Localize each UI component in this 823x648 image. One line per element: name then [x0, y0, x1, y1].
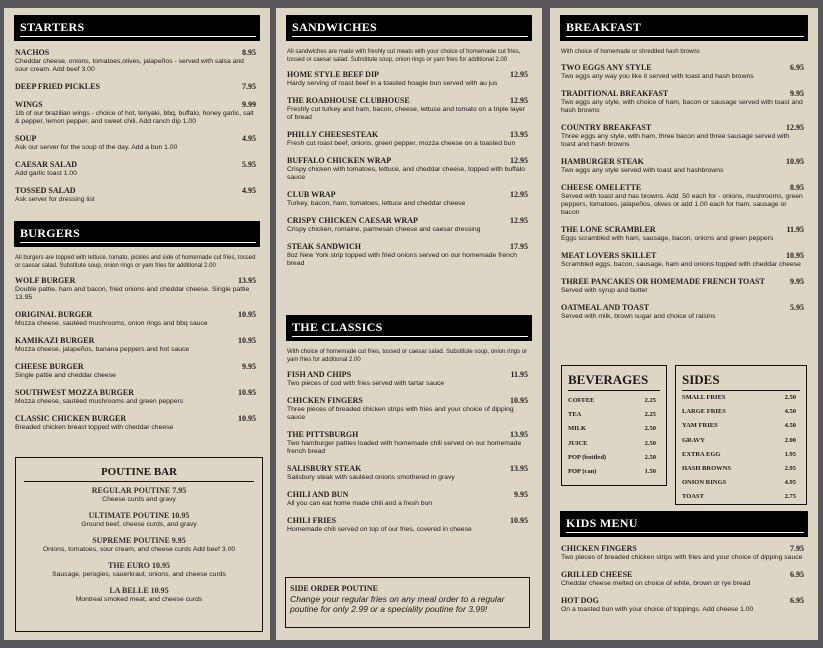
- menu-item-price: 12.95: [510, 190, 528, 199]
- menu-item-name: HOME STYLE BEEF DIP: [287, 70, 379, 79]
- beverages-item-name: COFFEE: [568, 397, 595, 404]
- menu-item-name: GRILLED CHEESE: [561, 570, 633, 579]
- sides-item-name: TOAST: [682, 493, 704, 501]
- beverages-title: BEVERAGES: [568, 372, 660, 391]
- menu-item: [15, 134, 260, 152]
- menu-item-price: 13.95: [510, 130, 528, 139]
- menu-item-name: THE LONE SCRAMBLER: [561, 224, 656, 234]
- menu-item-name: BUFFALO CHICKEN WRAP: [287, 156, 392, 165]
- menu-item-header: [15, 388, 260, 398]
- menu-item-header: [287, 430, 532, 440]
- beverages-row: [568, 465, 656, 479]
- menu-item-description: Three pieces of breaded chicken strips with fries and your choice of dipping sauce: [287, 406, 514, 421]
- sides-item-name: GRAVY: [682, 436, 705, 444]
- sides-row: [682, 490, 796, 504]
- menu-item-description: Ask our server for the soup of the day. Add a bun 1.00: [15, 144, 178, 151]
- menu-item-price: 6.95: [790, 596, 804, 605]
- menu-item: [287, 490, 532, 508]
- menu-item-header: [561, 277, 808, 287]
- menu-item-name: WINGS: [15, 100, 43, 109]
- menu-item-price: 12.95: [510, 216, 528, 225]
- menu-item: [287, 464, 532, 482]
- menu-item-header: [287, 216, 532, 226]
- menu-item-price: 9.95: [514, 490, 528, 499]
- menu-item-name: WOLF BURGER: [15, 276, 76, 285]
- menu-item-price: 6.95: [790, 570, 804, 579]
- beverages-item-name: MILK: [568, 425, 587, 433]
- menu-item-name: CRISPY CHICKEN CAESAR WRAP: [287, 216, 418, 225]
- sides-item-name: LARGE FRIES: [682, 408, 726, 416]
- menu-item-name: TWO EGGS ANY STYLE: [561, 62, 652, 72]
- poutine-item-description: Sausage, perogies, sauerkraut, onions, and cheese curds: [52, 571, 226, 578]
- sides-item-price: 2.95: [784, 464, 796, 472]
- menu-item: [15, 160, 260, 178]
- menu-item-header: [561, 570, 808, 580]
- menu-item: [287, 96, 532, 122]
- menu-item-name: KAMIKAZI BURGER: [15, 336, 95, 345]
- sides-title: SIDES: [682, 372, 800, 391]
- beverages-item-price: 2.25: [644, 397, 656, 404]
- menu-item-header: [561, 225, 808, 235]
- menu-item-price: 10.95: [238, 388, 256, 397]
- menu-item-header: [287, 156, 532, 166]
- menu-item-description: Breaded chicken breast topped with cheddar cheese: [15, 424, 174, 431]
- menu-item: [561, 157, 808, 175]
- menu-item: [15, 186, 260, 204]
- menu-item: [561, 63, 808, 81]
- menu-item-name: CHICKEN FINGERS: [561, 544, 637, 553]
- menu-item-description: Two eggs any style, with choice of ham, bacon or sausage served with toast and hash browns: [561, 98, 803, 114]
- menu-item: [561, 570, 808, 588]
- menu-item-name: SOUP: [15, 134, 37, 143]
- menu-item-price: 10.95: [238, 310, 256, 319]
- menu-item-description: Mozza cheese, sautéed mushrooms, onion rings and bbq sauce: [15, 320, 208, 327]
- menu-item-description: Mozza cheese, sautéed mushrooms and green peppers: [15, 398, 184, 405]
- sides-item-price: 4.50: [784, 408, 796, 416]
- menu-item-price: 4.95: [242, 186, 256, 195]
- classics-header: THE CLASSICS: [286, 315, 532, 341]
- menu-item: [15, 388, 260, 406]
- menu-item-description: Ask server for dressing list: [15, 196, 95, 203]
- menu-item-price: 11.95: [786, 224, 804, 234]
- menu-item-price: 9.95: [790, 88, 804, 98]
- menu-item-name: CHILI AND BUN: [287, 490, 349, 499]
- menu-item-description: 1lb of our brazilian wings - choice of hot, teriyaki, bbq, buffalo, honey garlic, salt & pepper, lemon pepper, and sweet chili. Add ranch dip 1.00: [15, 110, 254, 125]
- menu-item-header: [287, 370, 532, 380]
- menu-item-description: Cheddar cheese, onions, tomatoes,olives, jalapeños - served with salsa and sour cream. Add beef 3.00: [15, 58, 244, 73]
- menu-item-header: [15, 100, 260, 110]
- menu-item: [287, 216, 532, 234]
- menu-item-price: 9.95: [242, 362, 256, 371]
- menu-item-price: 9.95: [790, 276, 804, 286]
- menu-item-header: [561, 157, 808, 167]
- poutine-item-description: Cheese curds and gravy: [102, 496, 176, 503]
- poutine-item-description: Ground beef, cheese curds, and gravy: [81, 521, 197, 528]
- sides-row: [682, 448, 796, 462]
- beverages-row: [568, 437, 656, 451]
- menu-item: [287, 70, 532, 88]
- menu-item-description: Two eggs any way you like it served with toast and hash browns: [561, 72, 754, 80]
- menu-item-header: [287, 396, 532, 406]
- poutine-bar-title: POUTINE BAR: [24, 466, 254, 482]
- poutine-item: [16, 586, 262, 604]
- menu-item-header: [15, 414, 260, 424]
- sides-item-price: 2.75: [784, 493, 796, 501]
- beverages-row: [568, 422, 656, 436]
- menu-item-header: [15, 276, 260, 286]
- sides-item-price: 2.50: [784, 394, 796, 401]
- menu-item-name: THE ROADHOUSE CLUBHOUSE: [287, 96, 410, 105]
- menu-item-name: HAMBURGER STEAK: [561, 156, 644, 166]
- menu-panel-left: [4, 8, 270, 640]
- menu-item-header: [287, 516, 532, 526]
- beverages-item-price: 2.50: [644, 425, 656, 433]
- menu-item-header: [561, 596, 808, 606]
- menu-item-description: Double pattie, ham and bacon, fried onions and cheddar cheese. Single pattie 13.95: [15, 286, 250, 301]
- sides-item-name: HASH BROWNS: [682, 464, 731, 472]
- breakfast-header: BREAKFAST: [560, 15, 808, 41]
- menu-item-name: THREE PANCAKES OR HOMEMADE FRENCH TOAST: [561, 276, 765, 286]
- side-order-poutine-box: [285, 577, 530, 628]
- menu-item: [15, 276, 260, 302]
- menu-item-price: 10.95: [238, 336, 256, 345]
- menu-panel-middle: [276, 8, 542, 640]
- beverages-box: [561, 365, 667, 486]
- menu-item-description: Crispy chicken, romaine, parmesan cheese and caesar dressing: [287, 226, 481, 233]
- poutine-item-name: REGULAR POUTINE 7.95: [91, 486, 187, 495]
- sides-item-name: ONION RINGS: [682, 479, 727, 487]
- menu-item-description: Single pattie and cheddar cheese: [15, 372, 116, 379]
- menu-item: [561, 277, 808, 295]
- menu-item: [561, 596, 808, 614]
- menu-item: [561, 251, 808, 269]
- menu-item-description: Homemade chili served on top of our fries, covered in cheese: [287, 526, 472, 533]
- menu-item-header: [561, 63, 808, 73]
- menu-item-price: 10.95: [510, 396, 528, 405]
- menu-item-description: Served with toast and has browns. Add .50 each for - onions, mushrooms, green peppers, tomatoes, jalapeños, olives or add 1.00 each for ham, sausage or bacon: [561, 192, 803, 216]
- menu-item-header: [15, 186, 260, 196]
- poutine-item-name: THE EURO 10.95: [107, 561, 170, 570]
- menu-item: [15, 310, 260, 328]
- sandwiches-note: All sandwiches are made with freshly cut meats with your choice of homemade cut fries, tossed or caesar salad. Substitute soup, onion rings or yam fries for additional 2.00: [287, 49, 521, 63]
- menu-item-name: CHICKEN FINGERS: [287, 396, 363, 405]
- menu-item: [15, 100, 260, 126]
- poutine-bar-box: [15, 457, 263, 632]
- menu-item-header: [561, 251, 808, 261]
- menu-item-price: 11.95: [510, 370, 528, 379]
- menu-item-header: [15, 362, 260, 372]
- menu-item-header: [15, 82, 260, 92]
- menu-item-price: 5.95: [790, 302, 804, 312]
- menu-item-price: 8.95: [790, 182, 804, 192]
- menu-item-name: SOUTHWEST MOZZA BURGER: [15, 388, 134, 397]
- poutine-item: [16, 511, 262, 529]
- menu-item-name: STEAK SANDWICH: [287, 242, 362, 251]
- menu-item-name: COUNTRY BREAKFAST: [561, 122, 652, 132]
- poutine-item-name: SUPREME POUTINE 9.95: [92, 536, 186, 545]
- kids-menu-section: [560, 511, 808, 622]
- poutine-item: [16, 561, 262, 579]
- menu-item-price: 13.95: [510, 430, 528, 439]
- breakfast-note: With choice of homemade or shredded hash browns: [561, 49, 700, 55]
- menu-item-header: [287, 130, 532, 140]
- sides-item-price: 2.00: [784, 436, 796, 444]
- menu-item-name: CLUB WRAP: [287, 190, 336, 199]
- menu-item-description: Three eggs any style, with ham, three bacon and three sausage served with toast and hash browns: [561, 132, 790, 148]
- menu-item-price: 5.95: [242, 160, 256, 169]
- menu-item-header: [561, 544, 808, 554]
- menu-item-price: 8.95: [242, 48, 256, 57]
- sides-row: [682, 476, 796, 490]
- menu-item: [287, 370, 532, 388]
- sides-item-name: EXTRA EGG: [682, 450, 721, 458]
- beverages-item-name: POP (can): [568, 467, 597, 475]
- menu-item: [287, 156, 532, 182]
- classics-note: With choice of homemade cut fries, tossed or caesar salad. Substitute soup, onion rings or yam fries for additional 2.00: [287, 349, 528, 363]
- burgers-header: BURGERS: [14, 221, 260, 247]
- menu-item-name: CHILI FRIES: [287, 516, 337, 525]
- side-order-poutine-title: SIDE ORDER POUTINE: [290, 584, 379, 593]
- poutine-item: [16, 486, 262, 504]
- menu-item-header: [287, 70, 532, 80]
- menu-item-price: 7.95: [790, 544, 804, 553]
- menu-item-name: CLASSIC CHICKEN BURGER: [15, 414, 127, 423]
- menu-item-name: CHEESE BURGER: [15, 362, 84, 371]
- poutine-item-description: Montreal smoked meat, and cheese curds: [75, 596, 203, 603]
- menu-item: [561, 303, 808, 321]
- menu-item: [287, 190, 532, 208]
- menu-item: [15, 336, 260, 354]
- menu-item-price: 12.95: [510, 70, 528, 79]
- menu-item-price: 10.95: [786, 156, 804, 166]
- menu-item-price: 4.95: [242, 134, 256, 143]
- menu-item-description: Crispy chicken with tomatoes, lettuce, and cheddar cheese, topped with buffalo sauce: [287, 166, 525, 181]
- menu-item-name: THE PITTSBURGH: [287, 430, 359, 439]
- beverages-row: [568, 394, 656, 408]
- menu-item-description: All you can eat home made chili and a fresh bun: [287, 500, 433, 507]
- sides-row: [682, 391, 796, 405]
- menu-item: [561, 89, 808, 115]
- poutine-item: [16, 536, 262, 554]
- menu-item-name: NACHOS: [15, 48, 50, 57]
- sides-item-price: 1.95: [784, 450, 796, 458]
- starters-header: STARTERS: [14, 15, 260, 41]
- menu-item-description: Served with milk, brown sugar and choice of raisins: [561, 312, 716, 320]
- menu-item-price: 12.95: [510, 96, 528, 105]
- menu-item-header: [15, 160, 260, 170]
- sandwiches-header: SANDWICHES: [286, 15, 532, 41]
- side-order-poutine-text: Change your regular fries on any meal order to a regular poutine for only 2.99 or a speciality poutine for 3.99!: [290, 594, 505, 614]
- menu-item-price: 17.95: [510, 242, 528, 251]
- menu-item-price: 9.99: [242, 100, 256, 109]
- menu-item-header: [15, 134, 260, 144]
- menu-item-name: TRADITIONAL BREAKFAST: [561, 88, 669, 98]
- menu-item: [561, 544, 808, 562]
- sides-item-price: 4.50: [784, 422, 796, 430]
- sides-box: [675, 365, 807, 505]
- kids-header: KIDS MENU: [560, 511, 808, 537]
- menu-item-name: MEAT LOVERS SKILLET: [561, 250, 657, 260]
- menu-panel-right: [550, 8, 818, 640]
- beverages-item-name: POP (bottled): [568, 453, 607, 461]
- menu-item-description: Cheddar cheese melted on choice of white, brown or rye bread: [561, 580, 751, 587]
- menu-item-header: [287, 464, 532, 474]
- menu-item-name: SALISBURY STEAK: [287, 464, 362, 473]
- menu-item-price: 7.95: [242, 82, 256, 91]
- menu-item-price: 10.95: [786, 250, 804, 260]
- menu-item: [15, 48, 260, 74]
- menu-item-name: ORIGINAL BURGER: [15, 310, 93, 319]
- sides-row: [682, 419, 796, 433]
- poutine-item-name: ULTIMATE POUTINE 10.95: [88, 511, 190, 520]
- menu-item-description: Served with syrup and butter: [561, 286, 648, 294]
- menu-item-header: [561, 303, 808, 313]
- menu-item-price: 12.95: [510, 156, 528, 165]
- menu-item-description: Mozza cheese, jalapeños, banana peppers and hot sauce: [15, 346, 190, 353]
- menu-item-price: 6.95: [790, 62, 804, 72]
- menu-item-name: DEEP FRIED PICKLES: [15, 82, 100, 91]
- sides-row: [682, 405, 796, 419]
- burgers-section: [14, 221, 260, 440]
- menu-item-name: CAESAR SALAD: [15, 160, 78, 169]
- menu-item-name: TOSSED SALAD: [15, 186, 76, 195]
- menu-item-description: 8oz New York strip topped with fried onions served on our homemade french bread: [287, 252, 518, 267]
- menu-item-price: 13.95: [510, 464, 528, 473]
- beverages-item-price: 1.50: [644, 467, 656, 475]
- menu-item-header: [15, 48, 260, 58]
- beverages-row: [568, 451, 656, 465]
- menu-item-name: CHEESE OMELETTE: [561, 182, 642, 192]
- menu-item-description: Turkey, bacon, ham, tomatoes, lettuce and cheddar cheese: [287, 200, 466, 207]
- menu-item-header: [561, 123, 808, 133]
- menu-item-name: HOT DOG: [561, 596, 599, 605]
- menu-item-description: Scrambled eggs, bacon, sausage, ham and onions topped with cheddar cheese: [561, 260, 801, 268]
- menu-item-price: 10.95: [510, 516, 528, 525]
- sides-row: [682, 434, 796, 448]
- beverages-item-name: JUICE: [568, 439, 588, 447]
- menu-item-header: [15, 336, 260, 346]
- menu-item-header: [287, 96, 532, 106]
- breakfast-section: [560, 15, 808, 329]
- menu-item: [561, 123, 808, 149]
- sides-item-price: 4.95: [784, 479, 796, 487]
- menu-item-header: [561, 183, 808, 193]
- menu-item-header: [15, 310, 260, 320]
- beverages-item-price: 2.25: [644, 411, 656, 419]
- menu-item-name: PHILLY CHEESESTEAK: [287, 130, 379, 139]
- menu-item: [287, 242, 532, 268]
- menu-item-price: 10.95: [238, 414, 256, 423]
- beverages-item-name: TEA: [568, 411, 582, 419]
- menu-item: [287, 396, 532, 422]
- menu-item-price: 12.95: [786, 122, 804, 132]
- poutine-item-description: Onions, tomatoes, sour cream, and cheese curds Add beef 3.00: [42, 546, 236, 553]
- menu-item-name: OATMEAL AND TOAST: [561, 302, 650, 312]
- menu-item-description: Two pieces of breaded chicken strips with fries and your choice of dipping sauce: [561, 554, 803, 561]
- menu-item-description: Two hamburger patties loaded with homemade chili served on our homemade french bread: [287, 440, 522, 455]
- menu-item-description: Two pieces of cod with fries served with tartar sauce: [287, 380, 445, 387]
- menu-item-name: FISH AND CHIPS: [287, 370, 352, 379]
- sandwiches-section: [286, 15, 532, 276]
- starters-section: [14, 15, 260, 212]
- menu-item-header: [287, 242, 532, 252]
- menu-item: [287, 130, 532, 148]
- menu-item: [561, 183, 808, 217]
- menu-item: [287, 430, 532, 456]
- menu-item-description: Eggs scrambled with ham, sausage, bacon, onions and green peppers: [561, 234, 774, 242]
- poutine-item-name: LA BELLE 10.95: [109, 586, 169, 595]
- menu-item: [15, 414, 260, 432]
- menu-item: [15, 82, 260, 92]
- menu-item-description: On a toasted bun with your choice of toppings. Add cheese 1.00: [561, 606, 754, 613]
- menu-item: [287, 516, 532, 534]
- burgers-note: All burgers are topped with lettuce, tomato, pickles and side of homemade cut fries, tossed or caesar salad. Substitute soup, onion rings or yam fries for additional 2.00: [15, 255, 256, 269]
- beverages-row: [568, 408, 656, 422]
- beverages-item-price: 2.50: [644, 453, 656, 461]
- beverages-item-price: 2.50: [644, 439, 656, 447]
- sides-item-name: SMALL FRIES: [682, 394, 726, 401]
- sides-item-name: YAM FRIES: [682, 422, 718, 430]
- menu-item-header: [287, 490, 532, 500]
- menu-item-description: Fresh cut roast beef, onions, green pepper, mozza cheese on a toasted bun: [287, 140, 516, 147]
- menu-item-description: Add garlic toast 1.00: [15, 170, 77, 177]
- menu-item-description: Two eggs any style served with toast and hashbrowns: [561, 166, 724, 174]
- menu-item: [15, 362, 260, 380]
- sides-row: [682, 462, 796, 476]
- menu-item: [561, 225, 808, 243]
- menu-item-price: 13.95: [238, 276, 256, 285]
- menu-item-description: Freshly cut turkey and ham, bacon, cheese, lettuce and tomato on a triple layer of bread: [287, 106, 526, 121]
- menu-item-header: [287, 190, 532, 200]
- menu-item-header: [561, 89, 808, 99]
- menu-item-description: Salisbury steak with sautéed onions smothered in gravy: [287, 474, 455, 481]
- menu-item-description: Hardy serving of roast beef in a toasted hoagie bun served with au jus: [287, 80, 498, 87]
- classics-section: [286, 315, 532, 542]
